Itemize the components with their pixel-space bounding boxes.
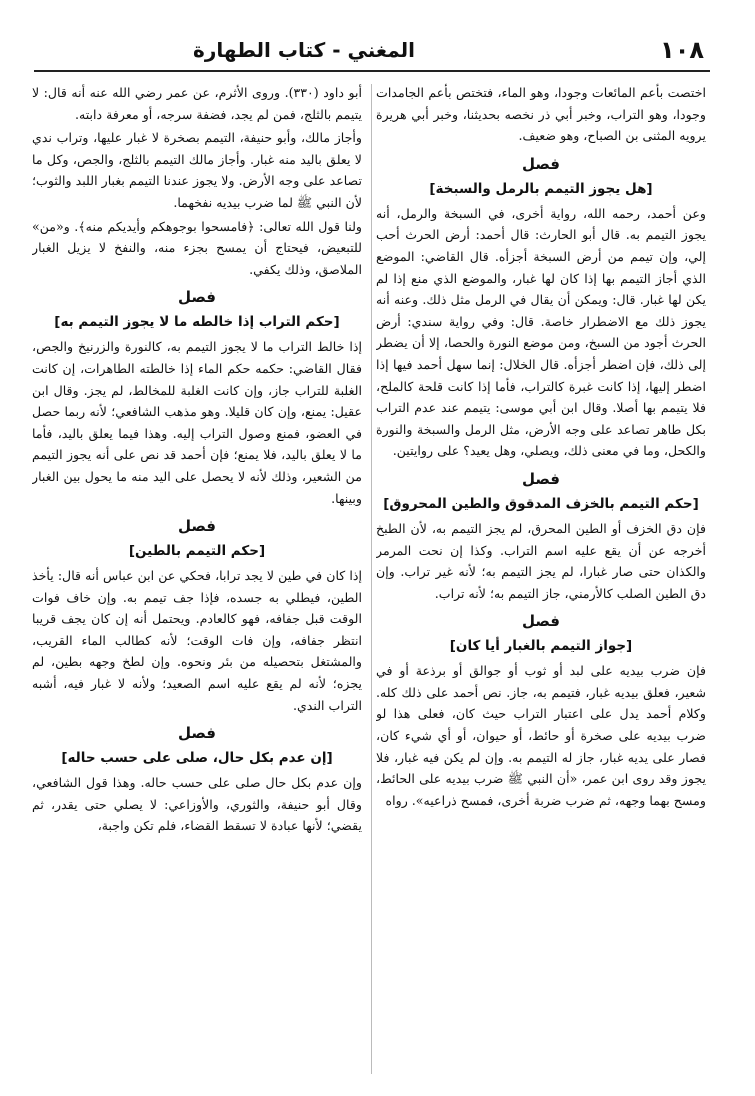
running-title: المغني - كتاب الطهارة (193, 38, 415, 62)
paragraph: أبو داود (٣٣٠). وروى الأثرم، عن عمر رضي الله عنه أنه قال: لا يتيمم بالثلج، فمن لم يجد، فضفة سرجه، أو معرفة دابته. (32, 85, 362, 122)
left-column (32, 82, 362, 1082)
page-header (34, 34, 710, 72)
paragraph: فإن دق الخزف أو الطين المحرق، لم يجز التيمم به، لأن الطبخ أخرجه عن أن يقع عليه اسم التراب. وكذا إن نحت المرمر والكذان حتى صار غبارا، لم يجز التيمم به؛ لأنه غير تراب. وإن دق الطين الصلب كالأرمني، جاز التيمم به؛ لأنه تراب. (376, 520, 706, 601)
paragraph: وإن عدم بكل حال صلى على حسب حاله. وهذا قول الشافعي، وقال أبو حنيفة، والثوري، والأوزاعي: لا يصلي حتى يقدر، ثم يقضي؛ لأنها عبادة لا تسقط القضاء، فلم تكن واجبة، (32, 775, 362, 834)
section-heading: [جواز التيمم بالغبار أيا كان] (449, 638, 633, 655)
section-title: فصل (522, 154, 560, 173)
section-title: فصل (178, 517, 216, 536)
section-title: فصل (178, 724, 216, 743)
paragraph: وأجاز مالك، وأبو حنيفة، التيمم بصخرة لا غبار عليها، وتراب ندي لا يعلق باليد منه غبار. وأجاز مالك التيمم بالثلج، والجص، وكل ما تصاعد على وجه الأرض. ولا يجوز عندنا التيمم بغبار اللبد والثوب؛ لأن النبي ﷺ لما ضرب بيديه نفخهما. (32, 130, 362, 210)
section-heading: [حكم التيمم بالطين] (128, 543, 266, 560)
paragraph: إذا كان في طين لا يجد ترابا، فحكي عن ابن عباس أنه قال: يأخذ الطين، فيطلي به جسده، فإذا جف تيمم به. وإن خاف فوات الوقت قبل جفافه، فهو كالعادم. ويحتمل أنه إن كان يجف قريبا انتظر جفافه، وإن فات الوقت؛ لأنه كطالب الماء القريب، والمشتغل بتحصيله من بئر ونحوه. وإن لطخ وجهه بطين، لم يجزه؛ لأنه لم يقع عليه اسم الصعيد؛ ولأنه لا غبار فيه، أشبه التراب الندي. (32, 568, 362, 713)
section (32, 284, 362, 334)
column-divider (371, 84, 372, 1074)
section (376, 151, 706, 201)
paragraph: ولنا قول الله تعالى: ﴿فامسحوا بوجوهكم وأيديكم منه﴾. و«من» للتبعيض، فيحتاج أن يمسح بجزء منه، والنفخ لا يزيل الغبار الملاصق، وذلك يكفي. (32, 218, 362, 277)
section (376, 466, 706, 516)
section (32, 720, 362, 770)
paragraph: إذا خالط التراب ما لا يجوز التيمم به، كالنورة والزرنيخ والجص، فقال القاضي: حكمه حكم الماء إذا خالطته الطاهرات، إن كانت الغلبة للتراب جاز، وإن كانت الغلبة للمخالط، لم يجز. وقال ابن عقيل: يمنع، وإن كان قليلا. وهو مذهب الشافعي؛ لأنه ربما حصل في العضو، فمنع وصول التراب إليه. وهذا فيما يعلق باليد، فأما ما لا يعلق باليد، فلا يمنع؛ فإن أحمد قد نص على أنه يجوز التيمم من الشعير، وذلك لأنه لا يحصل على اليد منه ما يحول بين الغبار وبينها. (32, 339, 362, 506)
section-heading: [هل يجوز التيمم بالرمل والسبخة] (429, 180, 653, 197)
section-title: فصل (522, 469, 560, 488)
page-number: ١٠٨ (660, 36, 704, 64)
right-column (376, 82, 706, 1082)
paragraph: اختصت بأعم المائعات وجودا، وهو الماء، فتختص بأعم الجامدات وجودا، وهو التراب، وخبر أبي ذر نخصه بحديثنا، وخبر أبي هريرة يرويه المثنى بن الصباح، وهو ضعيف. (376, 85, 706, 144)
section-title: فصل (178, 288, 216, 307)
section (32, 513, 362, 563)
section-title: فصل (522, 612, 560, 631)
section-heading: [حكم التراب إذا خالطه ما لا يجوز التيمم به] (54, 314, 340, 331)
section (376, 608, 706, 658)
paragraph: فإن ضرب بيديه على لبد أو ثوب أو جوالق أو برذعة أو في شعير، فعلق بيديه غبار، فتيمم به، جاز. نص أحمد على ذلك كله. وكلام أحمد يدل على اعتبار التراب حيث كان، فعلى هذا لو ضرب بيديه على صخرة أو حائط، أو حيوان، أو أي شيء كان، فصار على يديه غبار، جاز له التيمم به. وإن لم يكن فيه غبار، فلا يجوز وقد روى ابن عمر، «أن النبي ﷺ ضرب بيديه على الحائط، ومسح بهما وجهه، ثم ضرب ضربة أخرى، فمسح ذراعيه». رواه (376, 663, 706, 808)
paragraph: وعن أحمد، رحمه الله، رواية أخرى، في السبخة والرمل، أنه يجوز التيمم به. قال أبو الحارث: قال أحمد: أرض الحرث أحب إلي، وإن تيمم من أرض السبخة أجزأه. قال القاضي: الموضع الذي أجاز التيمم بها إذا كان لها غبار، والموضع الذي منع إذا لم يكن لها غبار. قال: ويمكن أن يقال في الرمل مثل ذلك. وعنه أنه يجوز ذلك مع الاضطرار خاصة. قال: وفي رواية سندي: أرض الحرث أجود من السبخ، ومن موضع النورة والحصا، إلا أن يضطر إلى ذلك، فإن اضطر أجزأه. قال الخلال: إنما سهل أحمد فيها إذا اضطر إليها، إذا كانت غبرة كالتراب، فأما إذا كانت قلحة كالملح، فلا يتيمم بها أصلا. وقال ابن أبي موسى: يتيمم عند عدم التراب بكل طاهر تصاعد على وجه الأرض، مثل الرمل والسبخة والنورة والكحل، وما في معنى ذلك، ويصلي، وهل يعيد؟ على روايتين. (376, 205, 706, 459)
section-heading: [حكم التيمم بالخزف المدقوق والطين المحروق] (383, 495, 699, 512)
section-heading: [إن عدم بكل حال، صلى على حسب حاله] (61, 750, 333, 767)
